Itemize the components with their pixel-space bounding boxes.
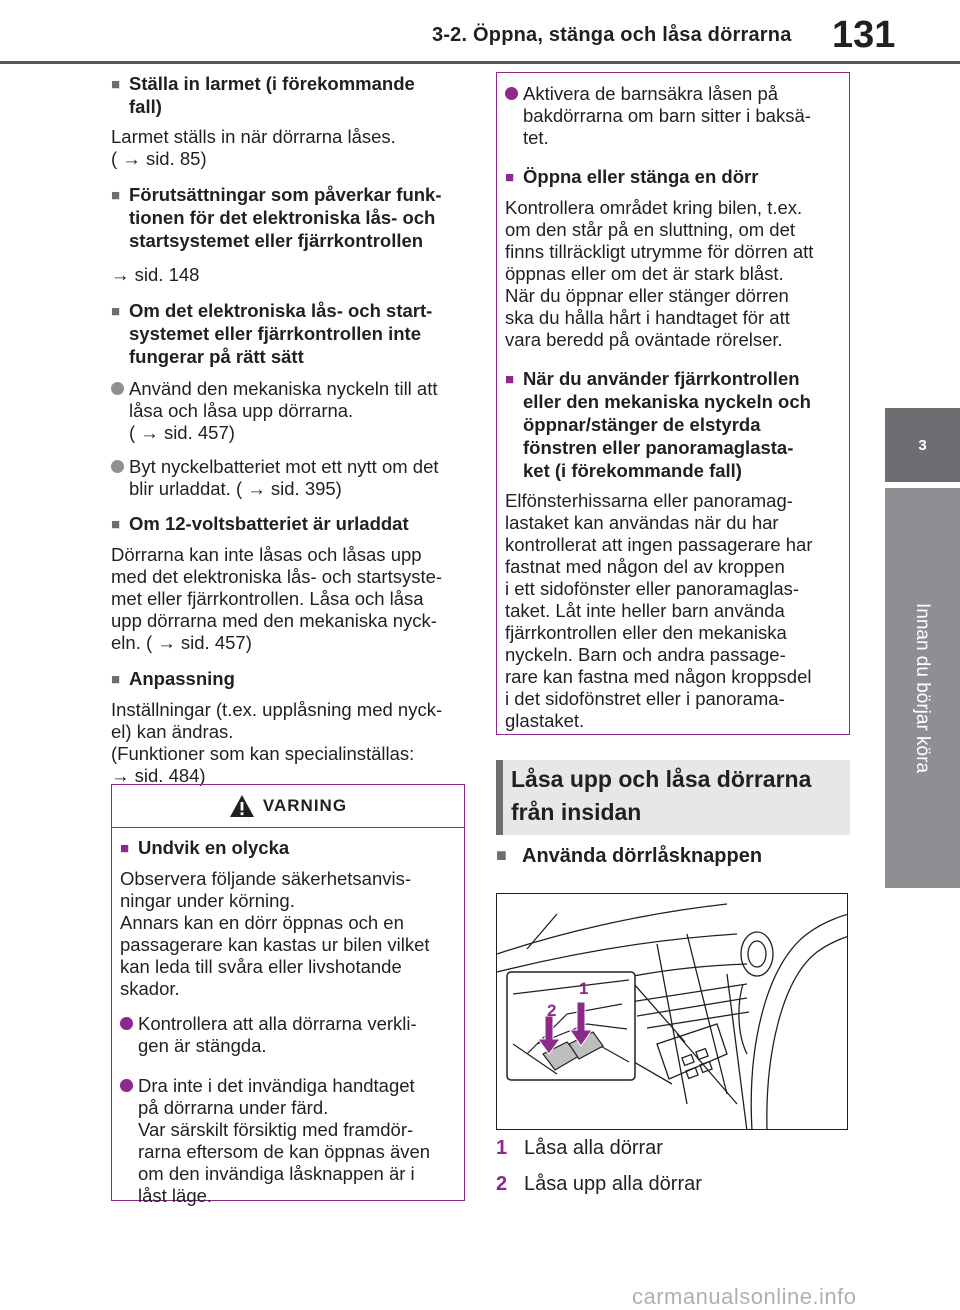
header-section-title: 3-2. Öppna, stänga och låsa dörrarna bbox=[432, 24, 792, 46]
square-bullet-icon: ■ bbox=[505, 371, 515, 388]
watermark: carmanualsonline.info bbox=[632, 1284, 857, 1309]
chapter-number: 3 bbox=[918, 436, 927, 454]
legend-text: Låsa upp alla dörrar bbox=[524, 1173, 702, 1195]
left-column bbox=[111, 72, 465, 800]
fjarr-text: Elfönsterhissarna eller panoramag- lastaket kan användas när du har kontrollerat att ingen passagerare har fastnat med någon del av kroppen i ett sidofönster eller panoramaglas- taket. Låt inte heller barn använda fjärrkontrollen eller den mekaniska nyckeln. Barn och andra passage- rare kan fastna med någon kroppsdel i det sidofönstret eller i panorama- glastaket. bbox=[505, 490, 813, 731]
list-item: Använd den mekaniska nyckeln till att låsa och låsa upp dörrarna. ( → sid. 457) bbox=[111, 378, 465, 444]
legend-item bbox=[496, 1137, 663, 1160]
bullet-dot-icon bbox=[111, 456, 129, 500]
warning-title: VARNING bbox=[262, 796, 348, 815]
list-item: Aktivera de barnsäkra låsen på bakdörrarna om barn sitter i baksä- tet. bbox=[505, 83, 841, 149]
legend-text: Låsa alla dörrar bbox=[524, 1137, 663, 1159]
caution-box bbox=[496, 72, 850, 735]
callout-2: 2 bbox=[547, 1001, 557, 1020]
oppna-heading: ■ Öppna eller stänga en dörr bbox=[505, 166, 759, 187]
callout-1: 1 bbox=[579, 979, 589, 998]
header-rule bbox=[0, 61, 960, 64]
bullet-dot-icon bbox=[111, 378, 129, 444]
page-number: 131 bbox=[832, 14, 896, 56]
list-item: Byt nyckelbatteriet mot ett nytt om det blir urladdat. ( → sid. 395) bbox=[111, 456, 465, 500]
warning-heading: ■ Undvik en olycka bbox=[120, 837, 290, 858]
square-bullet-icon: ■ bbox=[111, 187, 121, 204]
warning-box bbox=[111, 784, 465, 1206]
square-bullet-icon: ■ bbox=[111, 671, 121, 688]
chapter-tab[interactable] bbox=[885, 408, 960, 482]
batteri-text: Dörrarna kan inte låsas och låsas upp med det elektroniska lås- och startsyste- met eller fjärrkontrollen. Låsa och låsa upp dörrarna med den mekaniska nyck- eln. ( → sid. 457) bbox=[111, 544, 443, 653]
anpassning-text: Inställningar (t.ex. upplåsning med nyck- el) kan ändras. (Funktioner som kan specialinställas: → sid. 484) bbox=[111, 699, 443, 786]
square-bullet-icon: ■ bbox=[111, 76, 121, 93]
bullet-dot-icon bbox=[120, 1075, 138, 1207]
legend-number: 2 bbox=[496, 1173, 508, 1195]
bullet-dot-icon bbox=[505, 83, 523, 149]
warning-intro: Observera följande säkerhetsanvis- ningar under körning. Annars kan en dörr öppnas och en passagerare kan kastas ur bilen vilket kan leda till svåra eller livshotande skador. bbox=[120, 868, 430, 999]
forutsattningar-heading: ■ Förutsättningar som påverkar funk- tionen för det elektroniska lås- och startsystemet eller fjärrkontrollen bbox=[111, 184, 442, 251]
list-item: Dra inte i det invändiga handtaget på dörrarna under färd. Var särskilt försiktig med framdör- rarna eftersom de kan öppnas även om den invändiga låsknappen är i låst läge. bbox=[120, 1075, 456, 1207]
chapter-label: Innan du börjar köra bbox=[912, 602, 934, 774]
section-heading-bar bbox=[496, 760, 503, 835]
square-bullet-icon: ■ bbox=[111, 303, 121, 320]
legend-number: 1 bbox=[496, 1137, 508, 1159]
legend-item bbox=[496, 1173, 702, 1196]
warning-triangle-icon bbox=[229, 794, 255, 818]
door-lock-illustration bbox=[496, 893, 848, 1130]
square-bullet-icon: ■ bbox=[505, 169, 515, 186]
fungerar-heading: ■ Om det elektroniska lås- och start- systemet eller fjärrkontrollen inte fungerar på rätt sätt bbox=[111, 300, 433, 367]
larm-text: Larmet ställs in när dörrarna låses. ( → sid. 85) bbox=[111, 126, 396, 169]
square-bullet-icon: ■ bbox=[120, 840, 130, 857]
warning-header bbox=[112, 785, 464, 828]
car-interior-drawing bbox=[497, 894, 848, 1130]
fjarr-heading: ■ När du använder fjärrkontrollen eller den mekaniska nyckeln och öppnar/stänger de elstyrda fönstren eller panoramaglasta- ket (i förekommande fall) bbox=[505, 368, 811, 481]
square-bullet-icon: ■ bbox=[496, 845, 507, 865]
oppna-text: Kontrollera området kring bilen, t.ex. om den står på en sluttning, om det finns tillräckligt utrymme för dörren att öppnas eller om det är stark blåst. När du öppnar eller stänger dörren ska du hålla hårt i handtaget för att vara beredd på oväntade rörelser. bbox=[505, 197, 814, 350]
section-heading: Låsa upp och låsa dörrarna från insidan bbox=[496, 760, 850, 835]
larm-heading: ■ Ställa in larmet (i förekommande fall) bbox=[111, 73, 415, 117]
bullet-dot-icon bbox=[120, 1013, 138, 1057]
anpassning-heading: ■ Anpassning bbox=[111, 668, 235, 689]
forutsattningar-text: → sid. 148 bbox=[111, 264, 200, 285]
subsection-heading: ■ Använda dörrlåsknappen bbox=[496, 845, 763, 867]
square-bullet-icon: ■ bbox=[111, 516, 121, 533]
list-item: Kontrollera att alla dörrarna verkli- gen är stängda. bbox=[120, 1013, 456, 1057]
batteri-heading: ■ Om 12-voltsbatteriet är urladdat bbox=[111, 513, 409, 534]
chapter-side-label bbox=[885, 488, 960, 888]
